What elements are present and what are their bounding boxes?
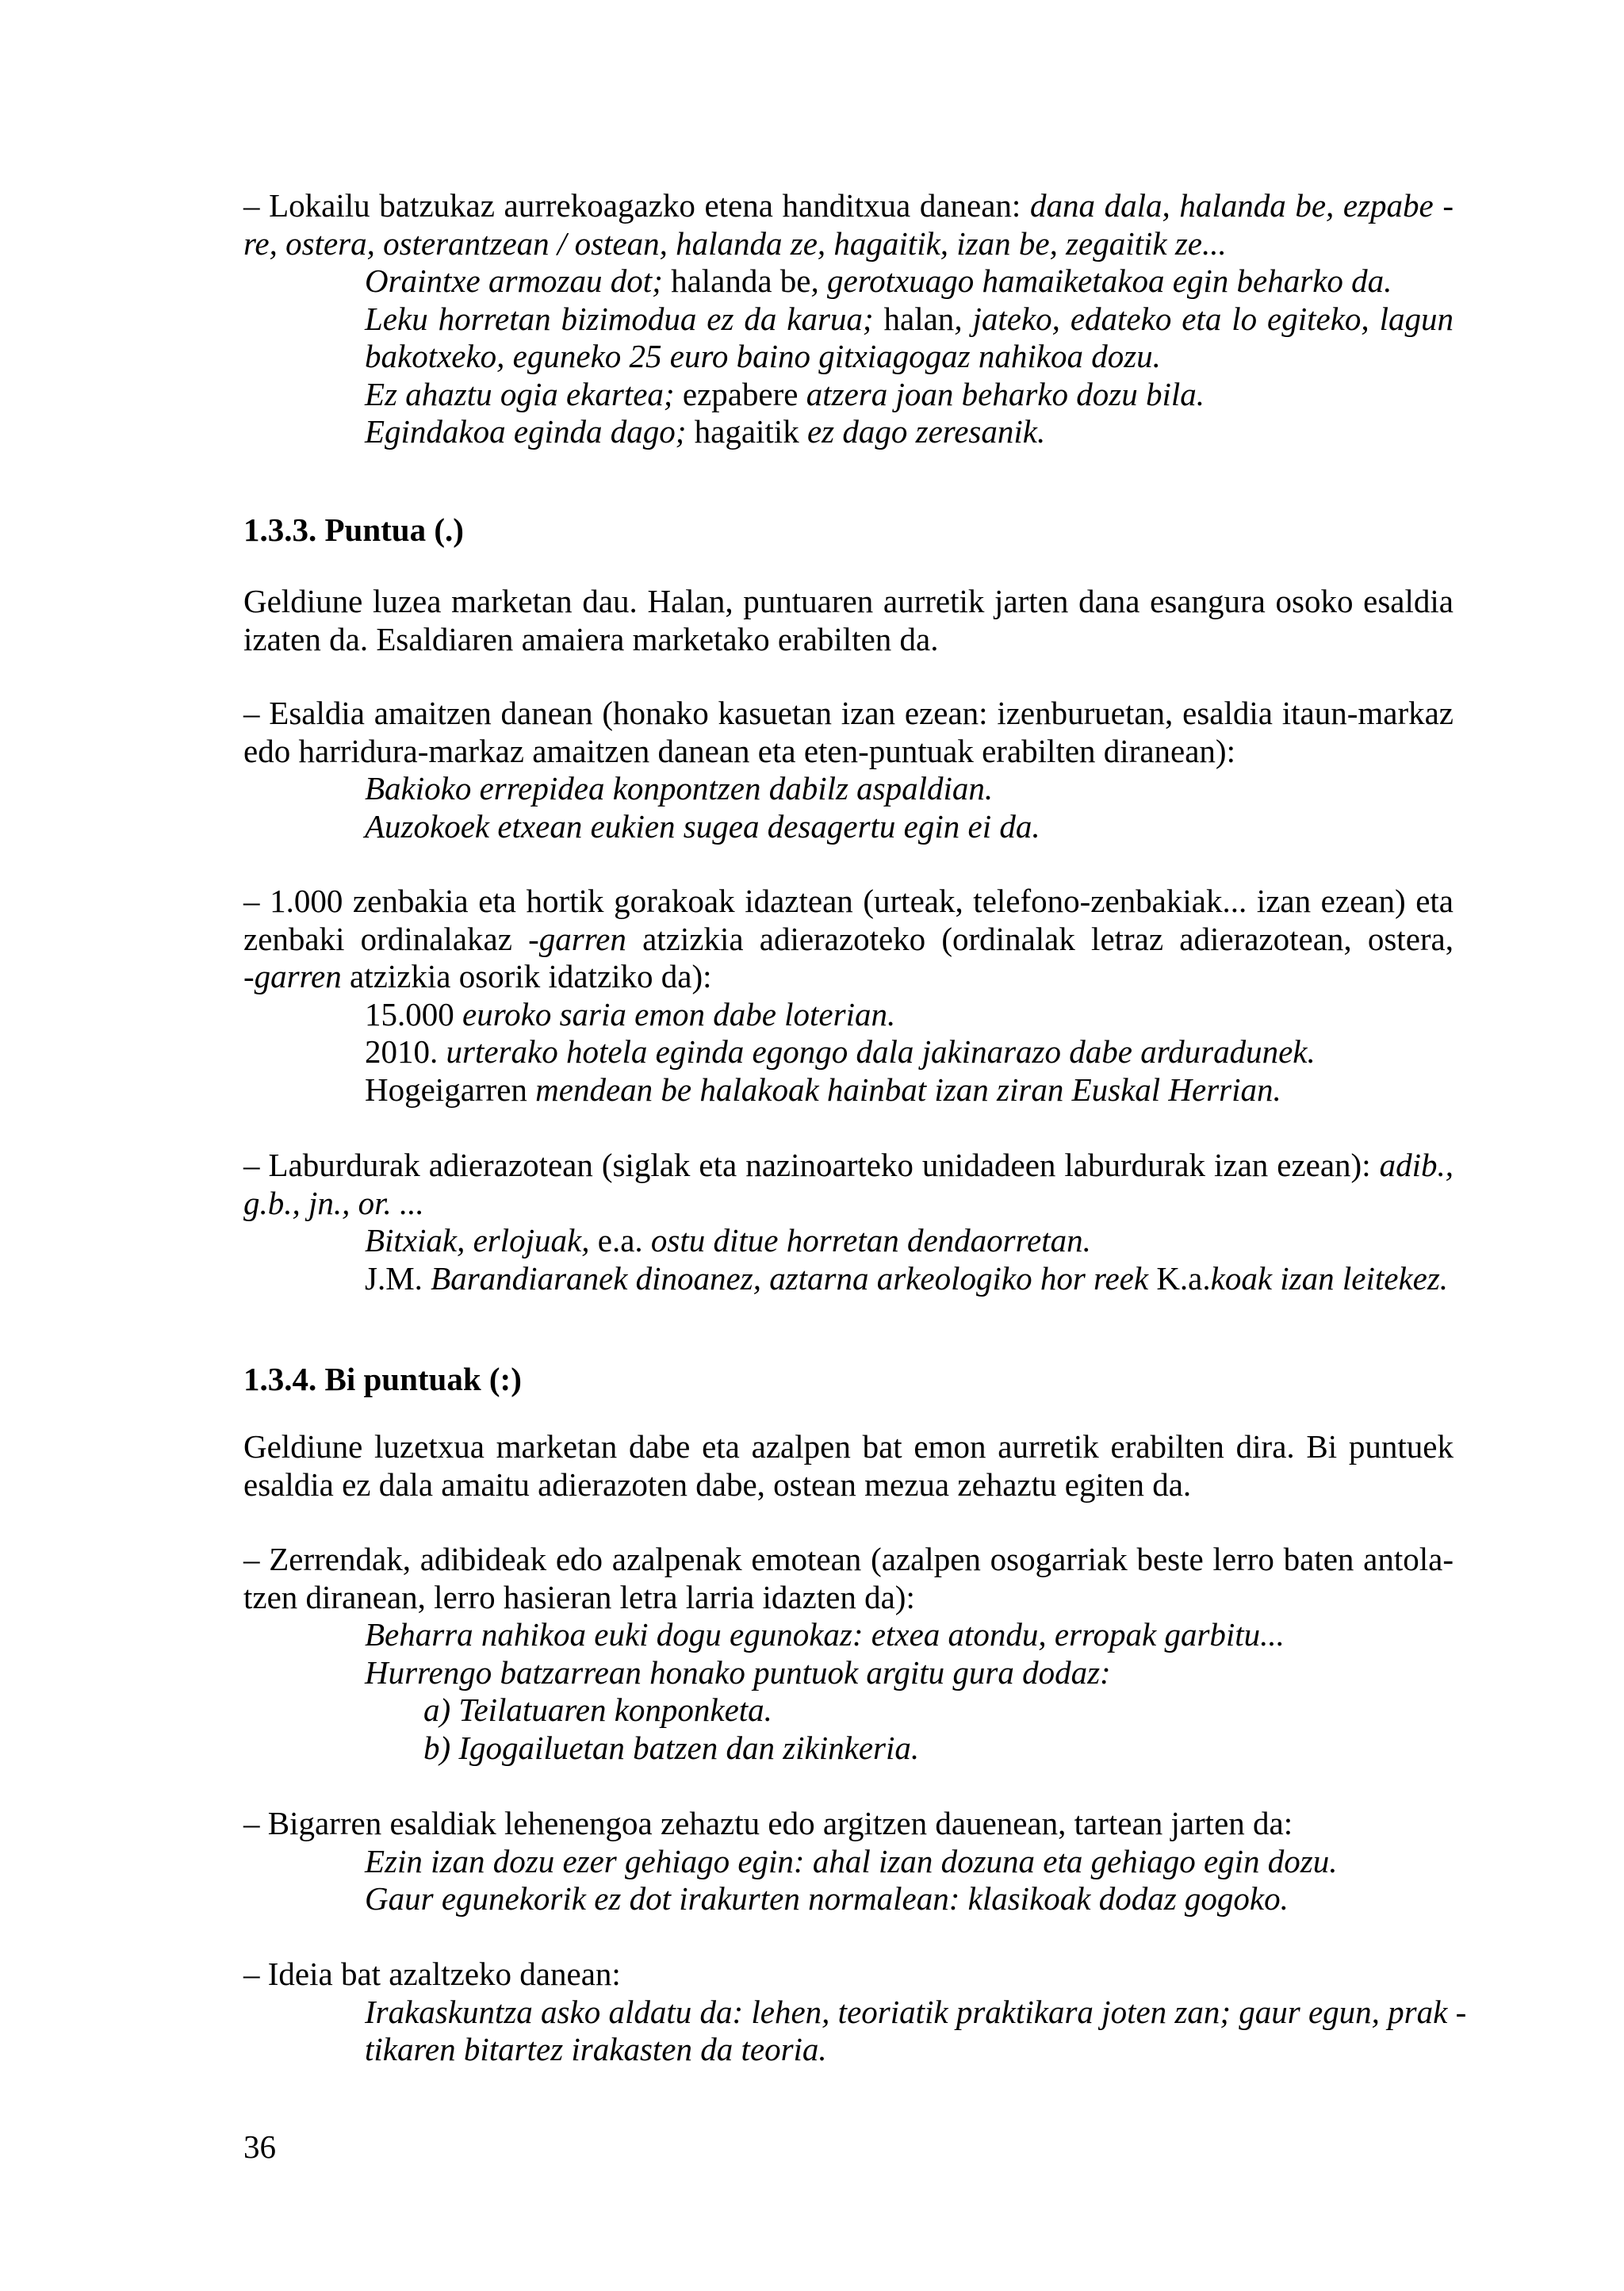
section-intro-paragraph	[243, 1428, 1454, 1504]
rule-abbreviations	[243, 1147, 1454, 1297]
rule-line	[243, 1956, 1454, 1994]
sub-example-line	[243, 1691, 1454, 1730]
connector-word: halan	[873, 300, 955, 337]
page-footer	[243, 2128, 1454, 2166]
example-line	[243, 376, 1454, 414]
example-text: , gerotxuago hamaiketakoa egin beharko da.	[810, 262, 1392, 299]
page-number: 36	[243, 2128, 276, 2165]
example-text: Auzokoek etxean eukien sugea desagertu egin ei da.	[365, 807, 1040, 845]
example-text: Beharra nahikoa euki dogu egunokaz: etxea atondu, erropak garbitu...	[365, 1616, 1285, 1653]
example-text: Gaur egunekorik ez dot irakurten normalean: klasikoak dodaz gogoko.	[365, 1880, 1289, 1917]
section-heading: 1.3.4. Bi puntuak (:)	[243, 1361, 522, 1397]
example-text: euroko saria emon dabe loterian.	[462, 995, 896, 1032]
section-intro-paragraph	[243, 583, 1454, 658]
example-line	[243, 301, 1454, 339]
example-text: a) Teilatuaren konponketa.	[423, 1691, 772, 1728]
example-text: Ezin izan dozu ezer gehiago egin: ahal izan dozuna eta gehiago egin dozu.	[365, 1842, 1338, 1879]
section-heading-1-3-4	[243, 1361, 1454, 1399]
rule-lists	[243, 1541, 1454, 1767]
abbreviation-list-text: g.b., jn., or. ...	[243, 1184, 424, 1221]
rule-text: – Lokailu batzukaz aurrekoagazko etena handitxua danean:	[243, 187, 1030, 224]
example-text: Ez ahaztu ogia ekartea;	[365, 375, 675, 412]
paragraph-line: Geldiune luzea marketan dau. Halan, puntuaren aurretik jarten dana esangura osoko esaldia	[243, 583, 1454, 619]
example-text: bakotxeko, eguneko 25 euro baino gitxiagogaz nahikoa dozu.	[365, 338, 1161, 374]
rule-numbers	[243, 883, 1454, 1109]
example-line	[243, 1260, 1454, 1298]
example-text: Leku horretan bizimodua ez da karua;	[365, 300, 874, 337]
example-line	[243, 1843, 1454, 1881]
example-line	[243, 1033, 1454, 1071]
example-text: ez dago zeresanik.	[806, 413, 1046, 450]
abbreviation-text: J.M.	[365, 1259, 431, 1297]
connector-list-text: re, ostera, osterantzean / ostean, halanda ze, hagaitik, izan be, zegaitik ze...	[243, 224, 1227, 262]
example-line	[243, 338, 1454, 376]
rule-text: – 1.000 zenbakia eta hortik gorakoak idaztean (urteak, telefono-zenbakiak... izan ezean) eta	[243, 883, 1454, 919]
example-text: Egindakoa eginda dago;	[365, 413, 687, 450]
rule-line	[243, 921, 1454, 959]
rule-idea	[243, 1956, 1467, 2069]
example-line	[243, 808, 1454, 846]
rule-text: tzen diranean, lerro hasieran letra larria idazten da):	[243, 1578, 915, 1615]
rule-connectors	[243, 187, 1454, 451]
connector-word: ezpabere	[674, 375, 806, 412]
example-line	[243, 996, 1454, 1034]
paragraph-line: Geldiune luzetxua marketan dabe eta azalpen bat emon aurretik erabilten dira. Bi puntuek	[243, 1428, 1454, 1465]
rule-line	[243, 1541, 1454, 1579]
abbreviation-text: e.a.	[589, 1222, 651, 1259]
connector-word: hagaitik	[686, 413, 807, 450]
rule-line	[243, 958, 1454, 996]
example-line	[243, 1071, 1454, 1109]
rule-text: – Laburdurak adierazotean (siglak eta nazinoarteko unidadeen laburdurak izan ezean):	[243, 1147, 1380, 1183]
example-line	[243, 1880, 1454, 1918]
example-text: mendean be halakoak hainbat izan ziran Euskal Herrian.	[535, 1071, 1281, 1108]
rule-text: zenbaki ordinalakaz	[243, 920, 529, 957]
abbreviation-list-text: adib.,	[1379, 1147, 1454, 1183]
example-text: koak izan leitekez.	[1210, 1259, 1449, 1297]
example-line	[243, 1616, 1454, 1654]
paragraph-line: esaldia ez dala amaitu adierazoten dabe, ostean mezua zehaztu egiten da.	[243, 1465, 1192, 1503]
rule-line	[243, 1185, 1454, 1223]
rule-text: – Ideia bat azaltzeko danean:	[243, 1956, 621, 1992]
connector-list-text: dana dala, halanda be, ezpabe -	[1029, 187, 1454, 224]
section-heading-1-3-3	[243, 511, 1454, 550]
example-text: Oraintxe armozau dot;	[365, 262, 663, 299]
sub-example-line	[243, 1730, 1454, 1768]
example-text: b) Igogailuetan batzen dan zikinkeria.	[423, 1729, 920, 1766]
example-line	[243, 1222, 1454, 1260]
number-text: 2010.	[365, 1033, 446, 1070]
example-text: ostu ditue horretan dendaorretan.	[650, 1222, 1091, 1259]
rule-clarification	[243, 1805, 1454, 1918]
rule-line	[243, 695, 1454, 733]
rule-text: – Zerrendak, adibideak edo azalpenak emotean (azalpen osogarriak beste lerro baten antola-	[243, 1541, 1454, 1577]
rule-line	[243, 187, 1454, 225]
example-line	[243, 2031, 1454, 2069]
suffix-text: -garren	[243, 958, 342, 994]
section-heading: 1.3.3. Puntua (.)	[243, 511, 464, 548]
rule-line	[243, 1805, 1454, 1843]
example-text: tikaren bitartez irakasten da teoria.	[365, 2031, 827, 2067]
rule-line	[243, 225, 1454, 263]
number-text: 15.000	[365, 995, 462, 1032]
example-text: , jateko, edateko eta lo egiteko, lagun	[954, 300, 1454, 337]
example-line	[243, 262, 1454, 301]
connector-word: halanda be	[662, 262, 811, 299]
example-line	[243, 1993, 1467, 2032]
rule-line	[243, 883, 1454, 921]
rule-text: – Bigarren esaldiak lehenengoa zehaztu edo argitzen dauenean, tartean jarten da:	[243, 1805, 1293, 1841]
example-line	[243, 770, 1454, 808]
rule-text: edo harridura-markaz amaitzen danean eta eten-puntuak erabilten diranean):	[243, 732, 1235, 769]
example-text: atzera joan beharko dozu bila.	[806, 375, 1205, 412]
rule-line	[243, 1579, 1454, 1617]
example-text: Bakioko errepidea konpontzen dabilz aspaldian.	[365, 770, 994, 806]
example-text: Hurrengo batzarrean honako puntuok argitu gura dodaz:	[365, 1653, 1111, 1691]
rule-sentence-end	[243, 695, 1454, 845]
paragraph-line: izaten da. Esaldiaren amaiera marketako erabilten da.	[243, 620, 939, 657]
example-text: urterako hotela eginda egongo dala jakinarazo dabe arduradunek.	[446, 1033, 1316, 1070]
example-line	[243, 413, 1454, 451]
rule-text: atzizkia osorik idatziko da):	[341, 958, 712, 994]
example-text: Bitxiak, erlojuak,	[365, 1222, 590, 1259]
rule-line	[243, 1147, 1454, 1185]
suffix-text: -garren	[528, 920, 626, 957]
abbreviation-text: K.a.	[1148, 1259, 1211, 1297]
rule-text: atzizkia adierazoteko (ordinalak letraz adierazotean, ostera,	[626, 920, 1454, 957]
rule-line	[243, 733, 1454, 771]
example-text: Irakaskuntza asko aldatu da: lehen, teoriatik praktikara joten zan; gaur egun, prak -	[365, 1993, 1467, 2030]
rule-text: – Esaldia amaitzen danean (honako kasuetan izan ezean: izenburuetan, esaldia itaun-markaz	[243, 695, 1454, 731]
number-text: Hogeigarren	[365, 1071, 536, 1108]
example-text: Barandiaranek dinoanez, aztarna arkeologiko hor reek	[431, 1259, 1149, 1297]
example-line	[243, 1654, 1454, 1692]
